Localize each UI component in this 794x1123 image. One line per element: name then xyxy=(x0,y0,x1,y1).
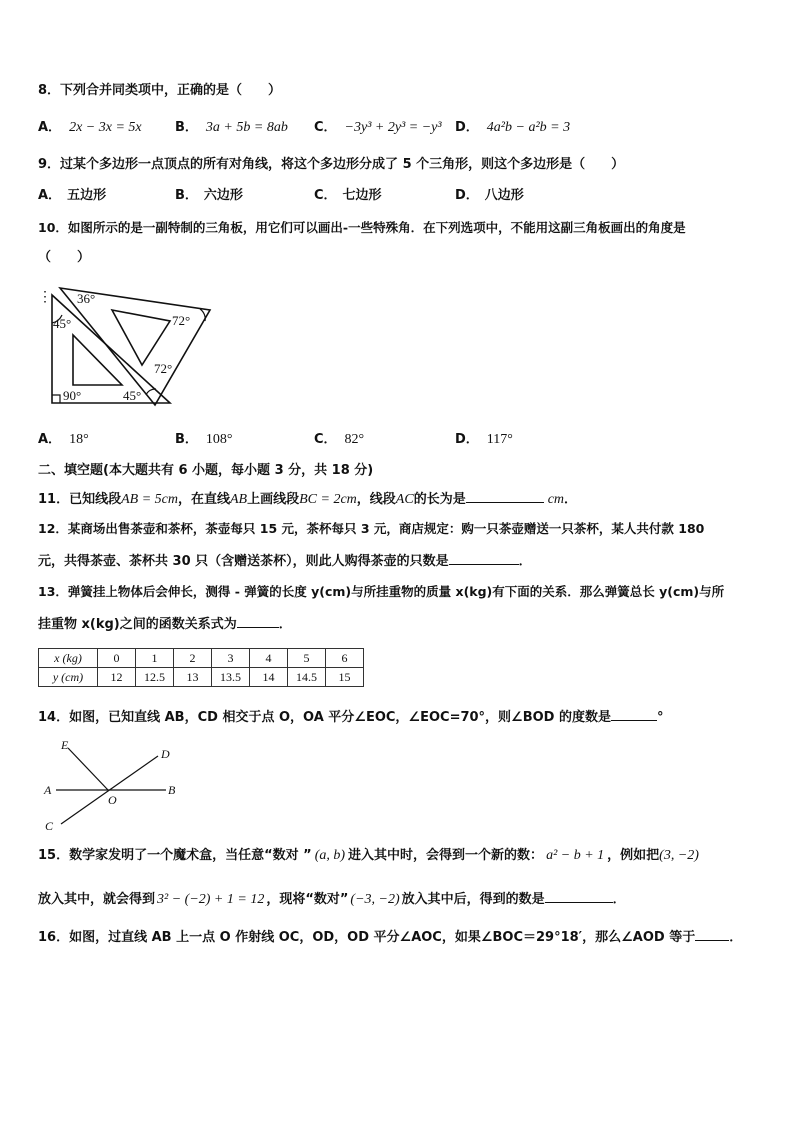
label-o: O xyxy=(108,793,117,807)
q16-stem: 16．如图，过直线 AB 上一点 O 作射线 OC，OD，OD 平分∠AOC，如果∠BOC＝29°18′，那么∠AOD 等于 ． xyxy=(38,927,742,947)
table-cell: 12 xyxy=(98,668,136,687)
q12-line2: 元，共得茶壶、茶杯共 30 只（含赠送茶杯），则此人购得茶壶的只数是 ． xyxy=(38,551,532,571)
q9-option-d: D． 八边形 xyxy=(455,188,524,203)
table-cell: 4 xyxy=(250,649,288,668)
label-e: E xyxy=(61,738,69,752)
label-36: 36° xyxy=(77,291,96,306)
q15-line1: 15．数学家发明了一个魔术盒，当任意“数对 ” (a, b) 进入其中时，会得到一个新的数： a² − b + 1 ，例如把(3, −2) xyxy=(38,848,699,863)
label-b: B xyxy=(168,783,176,797)
label-45-bottom: 45° xyxy=(123,388,142,403)
label-72-mid: 72° xyxy=(154,361,173,376)
triangle-set-figure xyxy=(30,285,220,410)
table-cell: 13.5 xyxy=(212,668,250,687)
table-cell: 15 xyxy=(326,668,364,687)
table-cell: 6 xyxy=(326,649,364,668)
q8-option-c: C． −3y³ + 2y³ = −y³ xyxy=(314,120,442,135)
section-heading: 二、填空题(本大题共有 6 小题，每小题 3 分，共 18 分) xyxy=(38,463,374,478)
q9-option-c: C． 七边形 xyxy=(314,188,382,203)
q15-answer-blank[interactable] xyxy=(545,889,613,903)
table-cell: 12.5 xyxy=(136,668,174,687)
table-header-y: y (cm) xyxy=(39,668,98,687)
label-72-top: 72° xyxy=(172,313,191,328)
label-d: D xyxy=(161,747,170,761)
crop-mark: ⋮ xyxy=(38,290,52,305)
q9-option-a: A． 五边形 xyxy=(38,188,107,203)
ray-oe xyxy=(68,748,108,790)
label-c: C xyxy=(45,819,54,833)
table-cell: 5 xyxy=(288,649,326,668)
table-cell: 1 xyxy=(136,649,174,668)
q8-option-b: B． 3a + 5b = 8ab xyxy=(175,120,288,135)
q8-option-a: A． 2x − 3x = 5x xyxy=(38,120,142,135)
right-triangle-hole xyxy=(73,335,122,385)
q10-option-d: D． 117° xyxy=(455,432,513,447)
q15-line2: 放入其中，就会得到 3² − (−2) + 1 = 12 ，现将“数对” (−3, −2) 放入其中后，得到的数是 ． xyxy=(38,889,626,909)
label-90: 90° xyxy=(63,388,82,403)
q10-option-c: C． 82° xyxy=(314,432,365,447)
q9-stem: 9．过某个多边形一点顶点的所有对角线，将这个多边形分成了 5 个三角形，则这个多边形是（ ） xyxy=(38,157,625,172)
q11-stem: 11．已知线段AB = 5cm，在直线AB上画线段BC = 2cm，线段AC的长为是 cm． xyxy=(38,489,577,509)
table-cell: 2 xyxy=(174,649,212,668)
table-cell: 0 xyxy=(98,649,136,668)
q13-line2: 挂重物 x(kg)之间的函数关系式为 ． xyxy=(38,614,292,634)
q10-stem-line1: 10．如图所示的是一副特制的三角板，用它们可以画出-一些特殊角．在下列选项中，不能用这副三角板画出的角度是 xyxy=(38,220,686,235)
q13-line1: 13．弹簧挂上物体后会伸长，测得 - 弹簧的长度 y(cm)与所挂重物的质量 x(kg)有下面的关系．那么弹簧总长 y(cm)与所 xyxy=(38,584,725,599)
q8-stem: 8．下列合并同类项中，正确的是（ ） xyxy=(38,83,282,98)
q16-answer-blank[interactable] xyxy=(695,927,729,941)
table-row-y xyxy=(39,668,364,687)
q9-option-b: B． 六边形 xyxy=(175,188,243,203)
q13-answer-blank[interactable] xyxy=(237,614,279,628)
q14-stem: 14．如图，已知直线 AB，CD 相交于点 O，OA 平分∠EOC，∠EOC=70°，则∠BOD 的度数是 ° xyxy=(38,707,663,727)
q12-answer-blank[interactable] xyxy=(449,551,519,565)
q10-stem-line2: （ ） xyxy=(38,250,91,265)
label-45-left: 45° xyxy=(53,316,72,331)
table-cell: 3 xyxy=(212,649,250,668)
q11-answer-blank[interactable] xyxy=(466,489,544,503)
q10-option-a: A． 18° xyxy=(38,432,89,447)
table-cell: 13 xyxy=(174,668,212,687)
label-a: A xyxy=(44,783,52,797)
q12-line1: 12．某商场出售茶壶和茶杯，茶壶每只 15 元，茶杯每只 3 元，商店规定：购一只茶壶赠送一只茶杯，某人共付款 180 xyxy=(38,521,705,536)
q14-answer-blank[interactable] xyxy=(611,707,657,721)
table-cell: 14.5 xyxy=(288,668,326,687)
table-cell: 14 xyxy=(250,668,288,687)
table-row-x xyxy=(39,649,364,668)
q10-option-b: B． 108° xyxy=(175,432,233,447)
q8-option-d: D． 4a²b − a²b = 3 xyxy=(455,120,571,135)
table-header-x: x (kg) xyxy=(39,649,98,668)
isosceles-triangle-hole xyxy=(112,310,170,365)
spring-data-table xyxy=(38,648,364,687)
intersecting-lines-figure xyxy=(36,738,186,833)
